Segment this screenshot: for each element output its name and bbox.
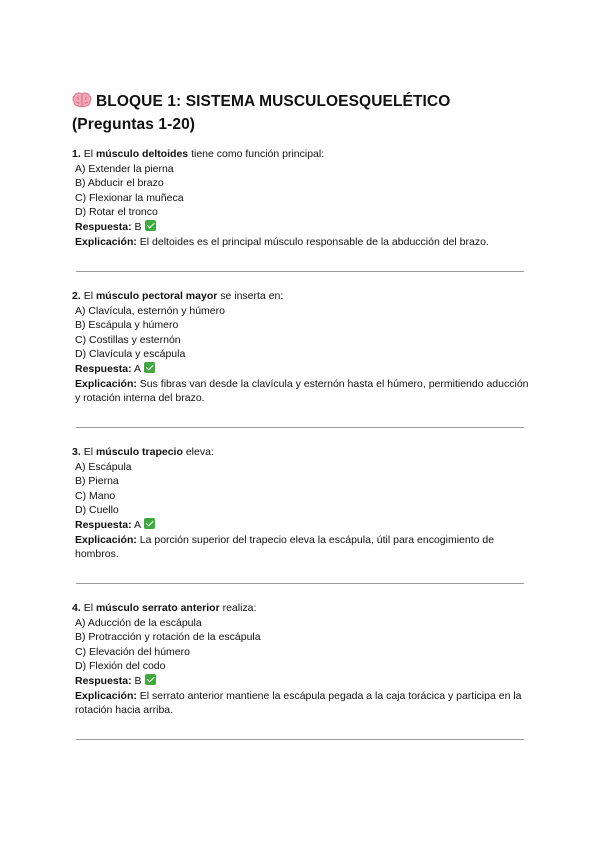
question-subject: músculo pectoral mayor: [95, 290, 218, 302]
divider: [76, 739, 524, 740]
question-subject: músculo deltoides: [95, 148, 189, 160]
question-block: [72, 445, 532, 562]
question-suffix: realiza:: [222, 602, 257, 614]
explanation: [72, 235, 532, 250]
option-a: A) Escápula: [75, 460, 132, 473]
answer-value: A: [133, 362, 141, 375]
option-c: C) Mano: [75, 489, 116, 502]
answer-value: B: [134, 220, 142, 233]
question-stem: [72, 601, 532, 616]
option-c: C) Elevación del húmero: [75, 645, 190, 658]
answer-line: [72, 362, 532, 377]
question-number: 2.: [72, 290, 81, 302]
explanation-label: Explicación:: [75, 533, 137, 546]
question-block: [72, 601, 532, 718]
option-b: B) Pierna: [75, 475, 119, 488]
question-prefix: El: [83, 290, 94, 302]
question-prefix: El: [83, 446, 94, 458]
question-suffix: tiene como función principal:: [191, 148, 325, 160]
option-b: B) Protracción y rotación de la escápula: [75, 631, 261, 644]
question-stem: [72, 147, 532, 162]
explanation: [72, 533, 532, 562]
explanation-label: Explicación:: [75, 235, 137, 248]
option-c: C) Flexionar la muñeca: [75, 191, 184, 204]
question-suffix: se inserta en:: [220, 290, 284, 302]
answer-label: Respuesta:: [75, 674, 132, 687]
option-d: D) Cuello: [75, 504, 119, 517]
option-b: B) Escápula y húmero: [75, 319, 179, 332]
explanation-label: Explicación:: [75, 689, 137, 702]
answer-line: [72, 220, 532, 235]
check-icon: [145, 220, 156, 231]
question-prefix: El: [83, 148, 94, 160]
divider: [76, 271, 524, 272]
option-a: A) Extender la pierna: [75, 162, 174, 175]
question-stem: [72, 445, 532, 460]
divider: [76, 427, 524, 428]
explanation-text: El serrato anterior mantiene la escápula pegada a la caja torácica y participa en la rotación hacia arriba.: [75, 689, 522, 717]
explanation-text: Sus fibras van desde la clavícula y esternón hasta el húmero, permitiendo aducción y rotación interna del brazo.: [75, 377, 529, 405]
option-a: A) Aducción de la escápula: [75, 616, 202, 629]
question-suffix: eleva:: [185, 446, 214, 458]
divider: [76, 583, 524, 584]
question-number: 3.: [72, 446, 81, 458]
answer-label: Respuesta:: [75, 220, 132, 233]
answer-value: B: [134, 674, 142, 687]
brain-icon: [72, 92, 92, 108]
answer-label: Respuesta:: [75, 362, 132, 375]
explanation-text: El deltoides es el principal músculo responsable de la abducción del brazo.: [139, 235, 489, 248]
title-line-1: BLOQUE 1: SISTEMA MUSCULOESQUELÉTICO: [96, 93, 451, 110]
question-stem: [72, 289, 532, 304]
answer-value: A: [133, 518, 141, 531]
question-block: [72, 147, 532, 249]
option-c: C) Costillas y esternón: [75, 333, 181, 346]
question-subject: músculo trapecio: [95, 446, 183, 458]
answer-line: [72, 518, 532, 533]
question-number: 1.: [72, 148, 81, 160]
explanation: [72, 689, 532, 718]
page-title: [72, 90, 542, 136]
option-a: A) Clavícula, esternón y húmero: [75, 304, 225, 317]
option-d: D) Rotar el tronco: [75, 206, 158, 219]
check-icon: [144, 518, 155, 529]
question-subject: músculo serrato anterior: [95, 602, 220, 614]
question-number: 4.: [72, 602, 81, 614]
question-block: [72, 289, 532, 406]
title-line-2: (Preguntas 1-20): [72, 116, 196, 133]
answer-label: Respuesta:: [75, 518, 132, 531]
question-prefix: El: [83, 602, 94, 614]
option-b: B) Abducir el brazo: [75, 177, 164, 190]
check-icon: [145, 674, 156, 685]
explanation-text: La porción superior del trapecio eleva la escápula, útil para encogimiento de hombros.: [75, 533, 495, 561]
explanation: [72, 377, 532, 406]
option-d: D) Flexión del codo: [75, 660, 166, 673]
option-d: D) Clavícula y escápula: [75, 348, 186, 361]
check-icon: [144, 362, 155, 373]
answer-line: [72, 674, 532, 689]
explanation-label: Explicación:: [75, 377, 137, 390]
